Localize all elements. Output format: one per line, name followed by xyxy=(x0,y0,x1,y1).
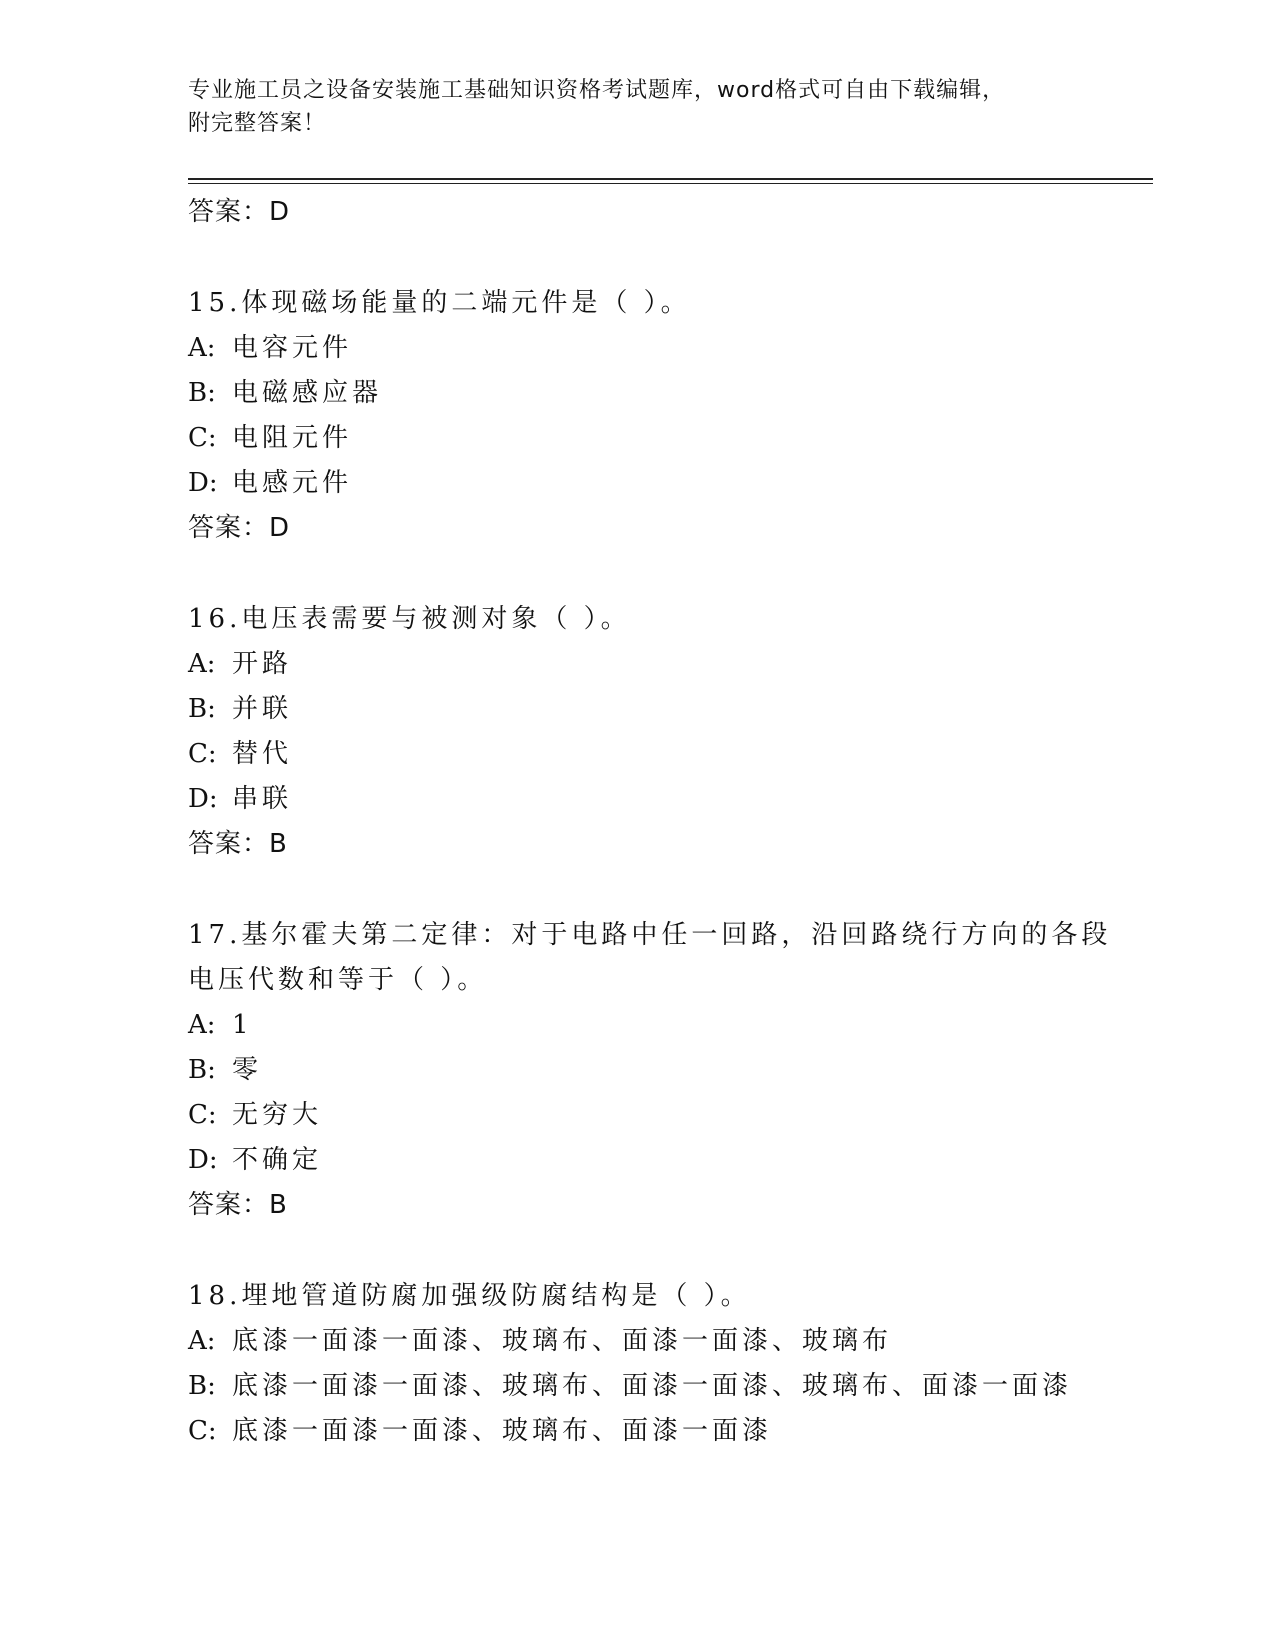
option-text: 电感元件 xyxy=(232,468,353,498)
header-rule-thick xyxy=(188,178,1153,180)
option-letter: B: xyxy=(188,694,216,724)
option-item xyxy=(188,1409,1138,1454)
option-letter: A: xyxy=(188,649,216,679)
option-item xyxy=(188,371,1138,416)
question-text-continued: 电压代数和等于（ ）。 xyxy=(188,965,488,995)
option-item xyxy=(188,1138,1138,1183)
option-letter: A: xyxy=(188,1326,216,1356)
option-text: 不确定 xyxy=(232,1145,323,1175)
answer-line: 答案：D xyxy=(188,513,291,543)
option-text: 底漆一面漆一面漆、玻璃布、面漆一面漆 xyxy=(232,1416,773,1446)
question-text: 17.基尔霍夫第二定律：对于电路中任一回路，沿回路绕行方向的各段 xyxy=(188,920,1112,950)
question-block xyxy=(188,597,1138,867)
option-item xyxy=(188,642,1138,687)
option-item xyxy=(188,461,1138,506)
page-header xyxy=(188,74,1088,140)
option-letter: B: xyxy=(188,1371,216,1401)
option-letter: C: xyxy=(188,739,217,769)
header-line-1: 专业施工员之设备安装施工基础知识资格考试题库，word格式可自由下载编辑， xyxy=(188,78,1006,103)
option-item xyxy=(188,1093,1138,1138)
option-text: 电容元件 xyxy=(232,333,353,363)
option-item xyxy=(188,732,1138,777)
option-text: 电阻元件 xyxy=(232,423,353,453)
option-letter: D: xyxy=(188,468,218,498)
option-letter: D: xyxy=(188,784,218,814)
header-line-2: 附完整答案！ xyxy=(188,111,327,136)
question-block xyxy=(188,1274,1138,1454)
question-content xyxy=(188,190,1138,1454)
option-text: 电磁感应器 xyxy=(232,378,383,408)
option-letter: B: xyxy=(188,378,216,408)
option-item xyxy=(188,687,1138,732)
option-letter: B: xyxy=(188,1055,216,1085)
option-letter: A: xyxy=(188,333,216,363)
option-item xyxy=(188,1319,1138,1364)
option-text: 串联 xyxy=(232,784,293,814)
question-block xyxy=(188,913,1138,1228)
option-item xyxy=(188,1003,1138,1048)
option-letter: D: xyxy=(188,1145,218,1175)
answer-line: 答案：D xyxy=(188,197,291,227)
answer-line: 答案：B xyxy=(188,829,288,859)
option-item xyxy=(188,416,1138,461)
option-text: 替代 xyxy=(232,739,293,769)
question-text: 16.电压表需要与被测对象（ ）。 xyxy=(188,604,631,634)
option-letter: C: xyxy=(188,1100,217,1130)
answer-line: 答案：B xyxy=(188,1190,288,1220)
question-block xyxy=(188,281,1138,551)
option-text: 1 xyxy=(232,1010,253,1040)
option-item xyxy=(188,1364,1138,1409)
option-item xyxy=(188,777,1138,822)
option-letter: A: xyxy=(188,1010,216,1040)
option-text: 底漆一面漆一面漆、玻璃布、面漆一面漆、玻璃布、面漆一面漆 xyxy=(232,1371,1073,1401)
option-text: 无穷大 xyxy=(232,1100,323,1130)
option-text: 并联 xyxy=(232,694,293,724)
option-text: 零 xyxy=(232,1055,263,1085)
option-letter: C: xyxy=(188,1416,217,1446)
option-item xyxy=(188,1048,1138,1093)
option-text: 底漆一面漆一面漆、玻璃布、面漆一面漆、玻璃布 xyxy=(232,1326,893,1356)
option-letter: C: xyxy=(188,423,217,453)
question-text: 15.体现磁场能量的二端元件是（ ）。 xyxy=(188,288,691,318)
option-text: 开路 xyxy=(232,649,293,679)
option-item xyxy=(188,326,1138,371)
question-text: 18.埋地管道防腐加强级防腐结构是（ ）。 xyxy=(188,1281,751,1311)
header-rule-thin xyxy=(188,183,1153,184)
